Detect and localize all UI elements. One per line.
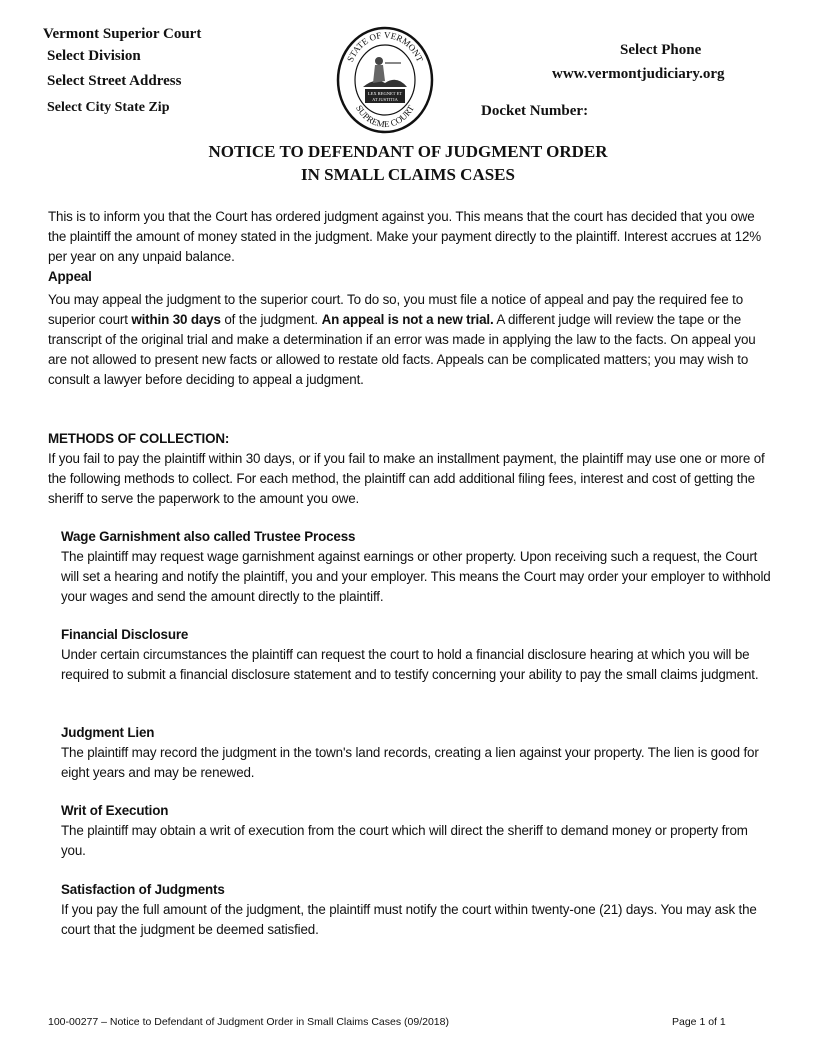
section-heading: Judgment Lien xyxy=(61,725,155,740)
section-heading: Writ of Execution xyxy=(61,803,169,818)
website: www.vermontjudiciary.org xyxy=(552,66,725,82)
wage-garnishment-section xyxy=(61,527,773,607)
intro-text: This is to inform you that the Court has ordered judgment against you. This means that the court has decided that you owe the plaintiff the amount of money stated in the judgment. Make your payment directly to the plaintiff. Interest accrues at 12% per year on any unpaid balance. xyxy=(48,209,762,264)
street-address: Select Street Address xyxy=(47,73,182,89)
title-line-2: IN SMALL CLAIMS CASES xyxy=(301,165,515,184)
section-text: Under certain circumstances the plaintiff can request the court to hold a financial disclosure hearing at which you will be required to submit a financial disclosure statement and to testify concerning your ability to pay the small claims judgment. xyxy=(61,647,759,682)
section-heading: Financial Disclosure xyxy=(61,627,189,642)
city-state-zip: Select City State Zip xyxy=(47,100,170,115)
intro-paragraph xyxy=(48,207,772,267)
vermont-supreme-court-seal xyxy=(335,25,435,135)
methods-text: If you fail to pay the plaintiff within 30 days, or if you fail to make an installment payment, the plaintiff may use one or more of the following methods to collect. For each method, the plaintiff can add additional filing fees, interest and cost of getting the sheriff to serve the paperwork to the amount you owe. xyxy=(48,451,765,506)
section-heading: Satisfaction of Judgments xyxy=(61,882,225,897)
page-title xyxy=(0,140,816,186)
appeal-text: You may appeal the judgment to the superior court. To do so, you must file a notice of appeal and pay the required fee to superior court within 30 days of the judgment. An appeal is not a new trial. A different judge will review the tape or the transcript of the original trial and make a determination if an error was made in applying the law to the facts. On appeal you are not allowed to present new facts or allowed to restate old facts. Appeals can be complicated matters; you may wish to consult a lawyer before deciding to appeal a judgment. xyxy=(48,292,756,387)
methods-section xyxy=(48,429,772,509)
satisfaction-section xyxy=(61,880,773,940)
appeal-section xyxy=(48,267,772,390)
svg-text:LEX REGNET ET: LEX REGNET ET xyxy=(367,91,403,96)
svg-text:SUPREME COURT: SUPREME COURT xyxy=(354,103,416,130)
section-text: The plaintiff may obtain a writ of execution from the court which will direct the sheriff to demand money or property from you. xyxy=(61,823,748,858)
division: Select Division xyxy=(47,48,141,64)
appeal-heading: Appeal xyxy=(48,269,92,284)
methods-heading: METHODS OF COLLECTION: xyxy=(48,431,230,446)
footer-page-number: Page 1 of 1 xyxy=(672,1016,726,1028)
docket-number-label: Docket Number: xyxy=(481,103,589,119)
svg-text:AT JUSTITIA: AT JUSTITIA xyxy=(372,97,398,102)
svg-text:STATE OF VERMONT: STATE OF VERMONT xyxy=(344,29,426,64)
section-text: The plaintiff may record the judgment in the town's land records, creating a lien against your property. The lien is good for eight years and may be renewed. xyxy=(61,745,759,780)
section-text: The plaintiff may request wage garnishment against earnings or other property. Upon receiving such a request, the Court will set a hearing and notify the plaintiff, you and your employer. This means the Court may order your employer to withhold your wages and send the amount directly to the plaintiff. xyxy=(61,549,771,604)
title-line-1: NOTICE TO DEFENDANT OF JUDGMENT ORDER xyxy=(208,142,608,161)
court-name: Vermont Superior Court xyxy=(43,26,202,42)
judgment-lien-section xyxy=(61,723,773,783)
section-text: If you pay the full amount of the judgment, the plaintiff must notify the court within twenty-one (21) days. You may ask the court that the judgment be deemed satisfied. xyxy=(61,902,757,937)
phone: Select Phone xyxy=(620,42,702,58)
footer-form-id: 100-00277 – Notice to Defendant of Judgment Order in Small Claims Cases (09/2018) xyxy=(48,1016,449,1028)
section-heading: Wage Garnishment also called Trustee Process xyxy=(61,529,356,544)
writ-of-execution-section xyxy=(61,801,773,861)
financial-disclosure-section xyxy=(61,625,773,685)
